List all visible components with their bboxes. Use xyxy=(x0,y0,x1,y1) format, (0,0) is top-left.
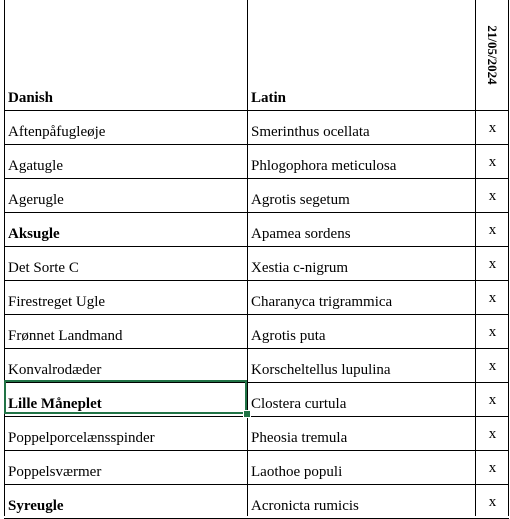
grid-line-row xyxy=(4,144,509,145)
cell-danish[interactable]: Det Sorte C xyxy=(8,260,79,276)
cell-danish[interactable]: Frønnet Landmand xyxy=(8,328,123,344)
cell-danish[interactable]: Lille Måneplet xyxy=(8,396,102,412)
cell-danish[interactable]: Konvalrodæder xyxy=(8,362,102,378)
grid-line-row xyxy=(4,348,509,349)
fill-handle[interactable] xyxy=(243,410,251,418)
grid-line-col-latin xyxy=(247,0,248,516)
header-danish[interactable]: Danish xyxy=(8,90,54,106)
cell-latin[interactable]: Laothoe populi xyxy=(251,464,343,480)
cell-date-mark[interactable]: x xyxy=(488,222,497,238)
selected-cell[interactable] xyxy=(4,380,247,414)
cell-latin[interactable]: Acronicta rumicis xyxy=(251,498,359,514)
grid-line-row xyxy=(4,280,509,281)
cell-latin[interactable]: Smerinthus ocellata xyxy=(251,124,370,140)
cell-latin[interactable]: Xestia c-nigrum xyxy=(251,260,349,276)
cell-danish[interactable]: Poppelporcelænsspinder xyxy=(8,430,155,446)
cell-latin[interactable]: Phlogophora meticulosa xyxy=(251,158,397,174)
cell-latin[interactable]: Apamea sordens xyxy=(251,226,351,242)
cell-date-mark[interactable]: x xyxy=(488,358,497,374)
grid-line-left xyxy=(4,0,5,516)
cell-date-mark[interactable]: x xyxy=(488,392,497,408)
cell-danish[interactable]: Aftenpåfugleøje xyxy=(8,124,106,140)
cell-danish[interactable]: Syreugle xyxy=(8,498,64,514)
grid-line-header xyxy=(4,110,509,111)
cell-latin[interactable]: Agrotis segetum xyxy=(251,192,350,208)
cell-date-mark[interactable]: x xyxy=(488,188,497,204)
cell-date-mark[interactable]: x xyxy=(488,426,497,442)
cell-date-mark[interactable]: x xyxy=(488,494,497,510)
cell-danish[interactable]: Aksugle xyxy=(8,226,60,242)
cell-danish[interactable]: Poppelsværmer xyxy=(8,464,102,480)
grid-line-row xyxy=(4,212,509,213)
cell-date-mark[interactable]: x xyxy=(488,154,497,170)
cell-latin[interactable]: Clostera curtula xyxy=(251,396,347,412)
header-latin[interactable]: Latin xyxy=(251,90,287,106)
cell-date-mark[interactable]: x xyxy=(488,290,497,306)
grid-line-row xyxy=(4,314,509,315)
header-date[interactable] xyxy=(478,16,506,94)
grid-line-row xyxy=(4,484,509,485)
cell-latin[interactable]: Charanyca trigrammica xyxy=(251,294,393,310)
grid-line-row xyxy=(4,178,509,179)
cell-date-mark[interactable]: x xyxy=(488,120,497,136)
cell-latin[interactable]: Korscheltellus lupulina xyxy=(251,362,391,378)
cell-latin[interactable]: Agrotis puta xyxy=(251,328,326,344)
grid-line-row xyxy=(4,246,509,247)
grid-line-row xyxy=(4,450,509,451)
cell-date-mark[interactable]: x xyxy=(488,324,497,340)
header-date-label: 21/05/2024 xyxy=(485,25,500,85)
cell-danish[interactable]: Agerugle xyxy=(8,192,64,208)
grid-line-row xyxy=(4,416,509,417)
cell-danish[interactable]: Firestreget Ugle xyxy=(8,294,106,310)
cell-date-mark[interactable]: x xyxy=(488,460,497,476)
cell-danish[interactable]: Agatugle xyxy=(8,158,63,174)
cell-date-mark[interactable]: x xyxy=(488,256,497,272)
cell-latin[interactable]: Pheosia tremula xyxy=(251,430,348,446)
